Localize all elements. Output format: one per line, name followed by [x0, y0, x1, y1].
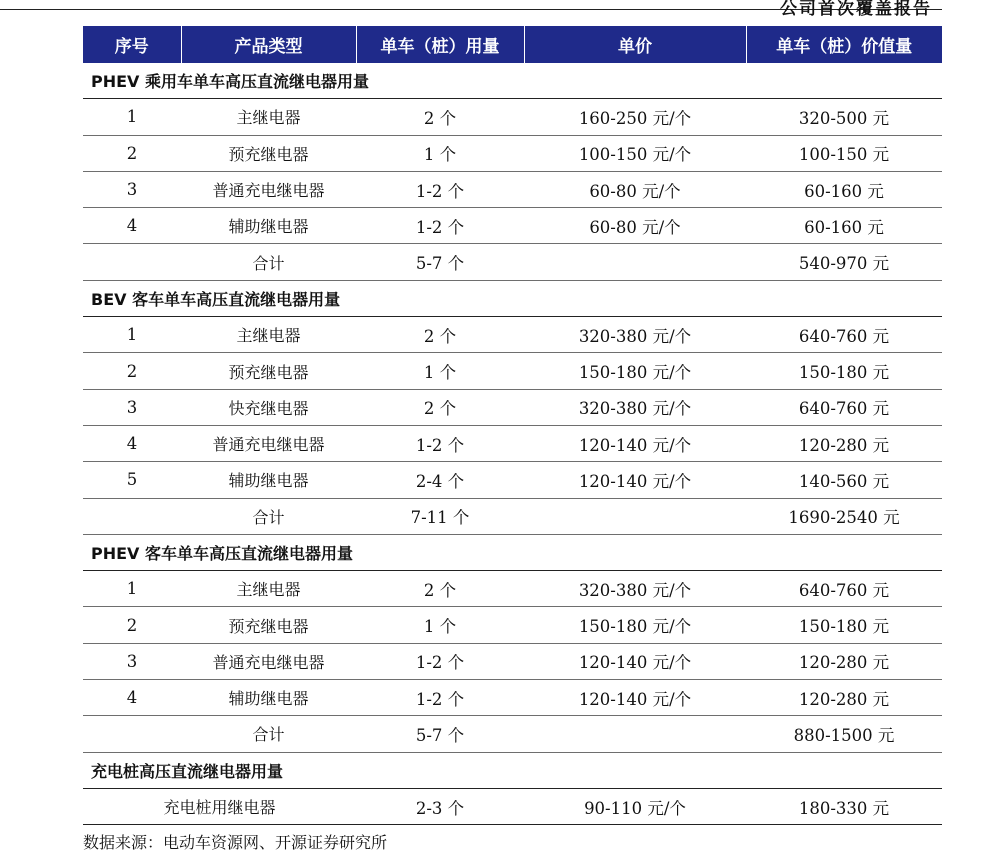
table-row: [83, 171, 942, 207]
cell-unit-price: 150-180 元/个: [524, 353, 746, 389]
total-row: [83, 244, 942, 280]
cell-product-type: 预充继电器: [181, 353, 356, 389]
cell-value: 150-180 元: [746, 607, 942, 643]
cell-unit-price: 100-150 元/个: [524, 135, 746, 171]
cell-unit-price: 120-140 元/个: [524, 425, 746, 461]
cell-usage: 1-2 个: [356, 425, 524, 461]
cell-index: 2: [83, 135, 181, 171]
cell-unit-price: 150-180 元/个: [524, 607, 746, 643]
cell-usage: 2 个: [356, 571, 524, 607]
cell-usage: 1 个: [356, 607, 524, 643]
column-header-product-type: 产品类型: [181, 26, 356, 63]
cell-value: 100-150 元: [746, 135, 942, 171]
column-header-usage: 单车（桩）用量: [356, 26, 524, 63]
cell-value: 880-1500 元: [746, 716, 942, 752]
cell-product-type: 辅助继电器: [181, 208, 356, 244]
section-header-row: [83, 280, 942, 316]
cell-usage: 1 个: [356, 353, 524, 389]
section-header-row: [83, 63, 942, 99]
cell-usage: 5-7 个: [356, 716, 524, 752]
cell-index: 1: [83, 571, 181, 607]
section-title: PHEV 乘用车单车高压直流继电器用量: [83, 63, 942, 99]
cell-value: 180-330 元: [746, 788, 942, 824]
cell-unit-price: 60-80 元/个: [524, 208, 746, 244]
cell-unit-price: [524, 716, 746, 752]
cell-index: 5: [83, 462, 181, 498]
cell-product-type: 普通充电继电器: [181, 643, 356, 679]
cell-index: 2: [83, 607, 181, 643]
cell-unit-price: 320-380 元/个: [524, 389, 746, 425]
section-header-row: [83, 752, 942, 788]
cell-usage: 1-2 个: [356, 171, 524, 207]
cell-product-type: 充电桩用继电器: [83, 788, 356, 824]
cell-unit-price: [524, 498, 746, 534]
table-body: [83, 63, 942, 825]
cell-product-type: 主继电器: [181, 317, 356, 353]
cell-product-type: 主继电器: [181, 571, 356, 607]
cell-total-label: 合计: [181, 716, 356, 752]
cell-value: 120-280 元: [746, 425, 942, 461]
cell-index: 4: [83, 680, 181, 716]
cell-usage: 2-4 个: [356, 462, 524, 498]
cell-unit-price: 120-140 元/个: [524, 680, 746, 716]
cell-product-type: 预充继电器: [181, 135, 356, 171]
table-row: [83, 317, 942, 353]
cell-index: 1: [83, 317, 181, 353]
cell-product-type: 辅助继电器: [181, 680, 356, 716]
cell-index: 4: [83, 425, 181, 461]
cell-usage: 2 个: [356, 317, 524, 353]
cell-unit-price: 320-380 元/个: [524, 571, 746, 607]
cell-value: 150-180 元: [746, 353, 942, 389]
cell-product-type: 辅助继电器: [181, 462, 356, 498]
table-row: [83, 643, 942, 679]
cell-usage: 2 个: [356, 99, 524, 135]
cell-total-label: 合计: [181, 244, 356, 280]
cell-index: [83, 498, 181, 534]
cell-index: 3: [83, 389, 181, 425]
cell-usage: 2 个: [356, 389, 524, 425]
cell-value: 320-500 元: [746, 99, 942, 135]
table-row: [83, 353, 942, 389]
cell-product-type: 快充继电器: [181, 389, 356, 425]
section-title: PHEV 客车单车高压直流继电器用量: [83, 534, 942, 570]
cell-product-type: 主继电器: [181, 99, 356, 135]
cell-usage: 1-2 个: [356, 208, 524, 244]
table-row: [83, 208, 942, 244]
cell-value: 120-280 元: [746, 643, 942, 679]
data-source-note: 数据来源：电动车资源网、开源证券研究所: [83, 833, 388, 852]
column-header-value: 单车（桩）价值量: [746, 26, 942, 63]
cell-unit-price: 90-110 元/个: [524, 788, 746, 824]
table-row: [83, 607, 942, 643]
cell-usage: 7-11 个: [356, 498, 524, 534]
cell-value: 60-160 元: [746, 171, 942, 207]
cell-unit-price: 120-140 元/个: [524, 462, 746, 498]
cell-usage: 1-2 个: [356, 680, 524, 716]
cell-usage: 5-7 个: [356, 244, 524, 280]
cell-value: 640-760 元: [746, 571, 942, 607]
cell-index: 3: [83, 171, 181, 207]
section-title: 充电桩高压直流继电器用量: [83, 752, 942, 788]
cell-index: [83, 244, 181, 280]
section-header-row: [83, 534, 942, 570]
cell-product-type: 普通充电继电器: [181, 425, 356, 461]
cell-value: 640-760 元: [746, 317, 942, 353]
cell-unit-price: 320-380 元/个: [524, 317, 746, 353]
cell-index: 2: [83, 353, 181, 389]
table-row: [83, 680, 942, 716]
cell-index: 3: [83, 643, 181, 679]
report-type-label: 公司首次覆盖报告: [780, 0, 932, 19]
cell-unit-price: 120-140 元/个: [524, 643, 746, 679]
table-row: [83, 425, 942, 461]
total-row: [83, 716, 942, 752]
cell-value: 120-280 元: [746, 680, 942, 716]
table-row: [83, 389, 942, 425]
cell-value: 640-760 元: [746, 389, 942, 425]
total-row: [83, 498, 942, 534]
table-row: [83, 99, 942, 135]
table-header-row: [83, 26, 942, 63]
column-header-unit-price: 单价: [524, 26, 746, 63]
cell-total-label: 合计: [181, 498, 356, 534]
table-row: [83, 571, 942, 607]
table-row: [83, 135, 942, 171]
cell-unit-price: 160-250 元/个: [524, 99, 746, 135]
cell-usage: 1 个: [356, 135, 524, 171]
cell-unit-price: 60-80 元/个: [524, 171, 746, 207]
cell-value: 1690-2540 元: [746, 498, 942, 534]
cell-product-type: 预充继电器: [181, 607, 356, 643]
section-title: BEV 客车单车高压直流继电器用量: [83, 280, 942, 316]
cell-index: [83, 716, 181, 752]
cell-usage: 1-2 个: [356, 643, 524, 679]
column-header-index: 序号: [83, 26, 181, 63]
cell-value: 140-560 元: [746, 462, 942, 498]
relay-usage-table: [83, 26, 942, 825]
cell-index: 1: [83, 99, 181, 135]
table-row: [83, 462, 942, 498]
cell-value: 60-160 元: [746, 208, 942, 244]
cell-product-type: 普通充电继电器: [181, 171, 356, 207]
cell-index: 4: [83, 208, 181, 244]
cell-unit-price: [524, 244, 746, 280]
table-row: [83, 788, 942, 824]
cell-value: 540-970 元: [746, 244, 942, 280]
cell-usage: 2-3 个: [356, 788, 524, 824]
